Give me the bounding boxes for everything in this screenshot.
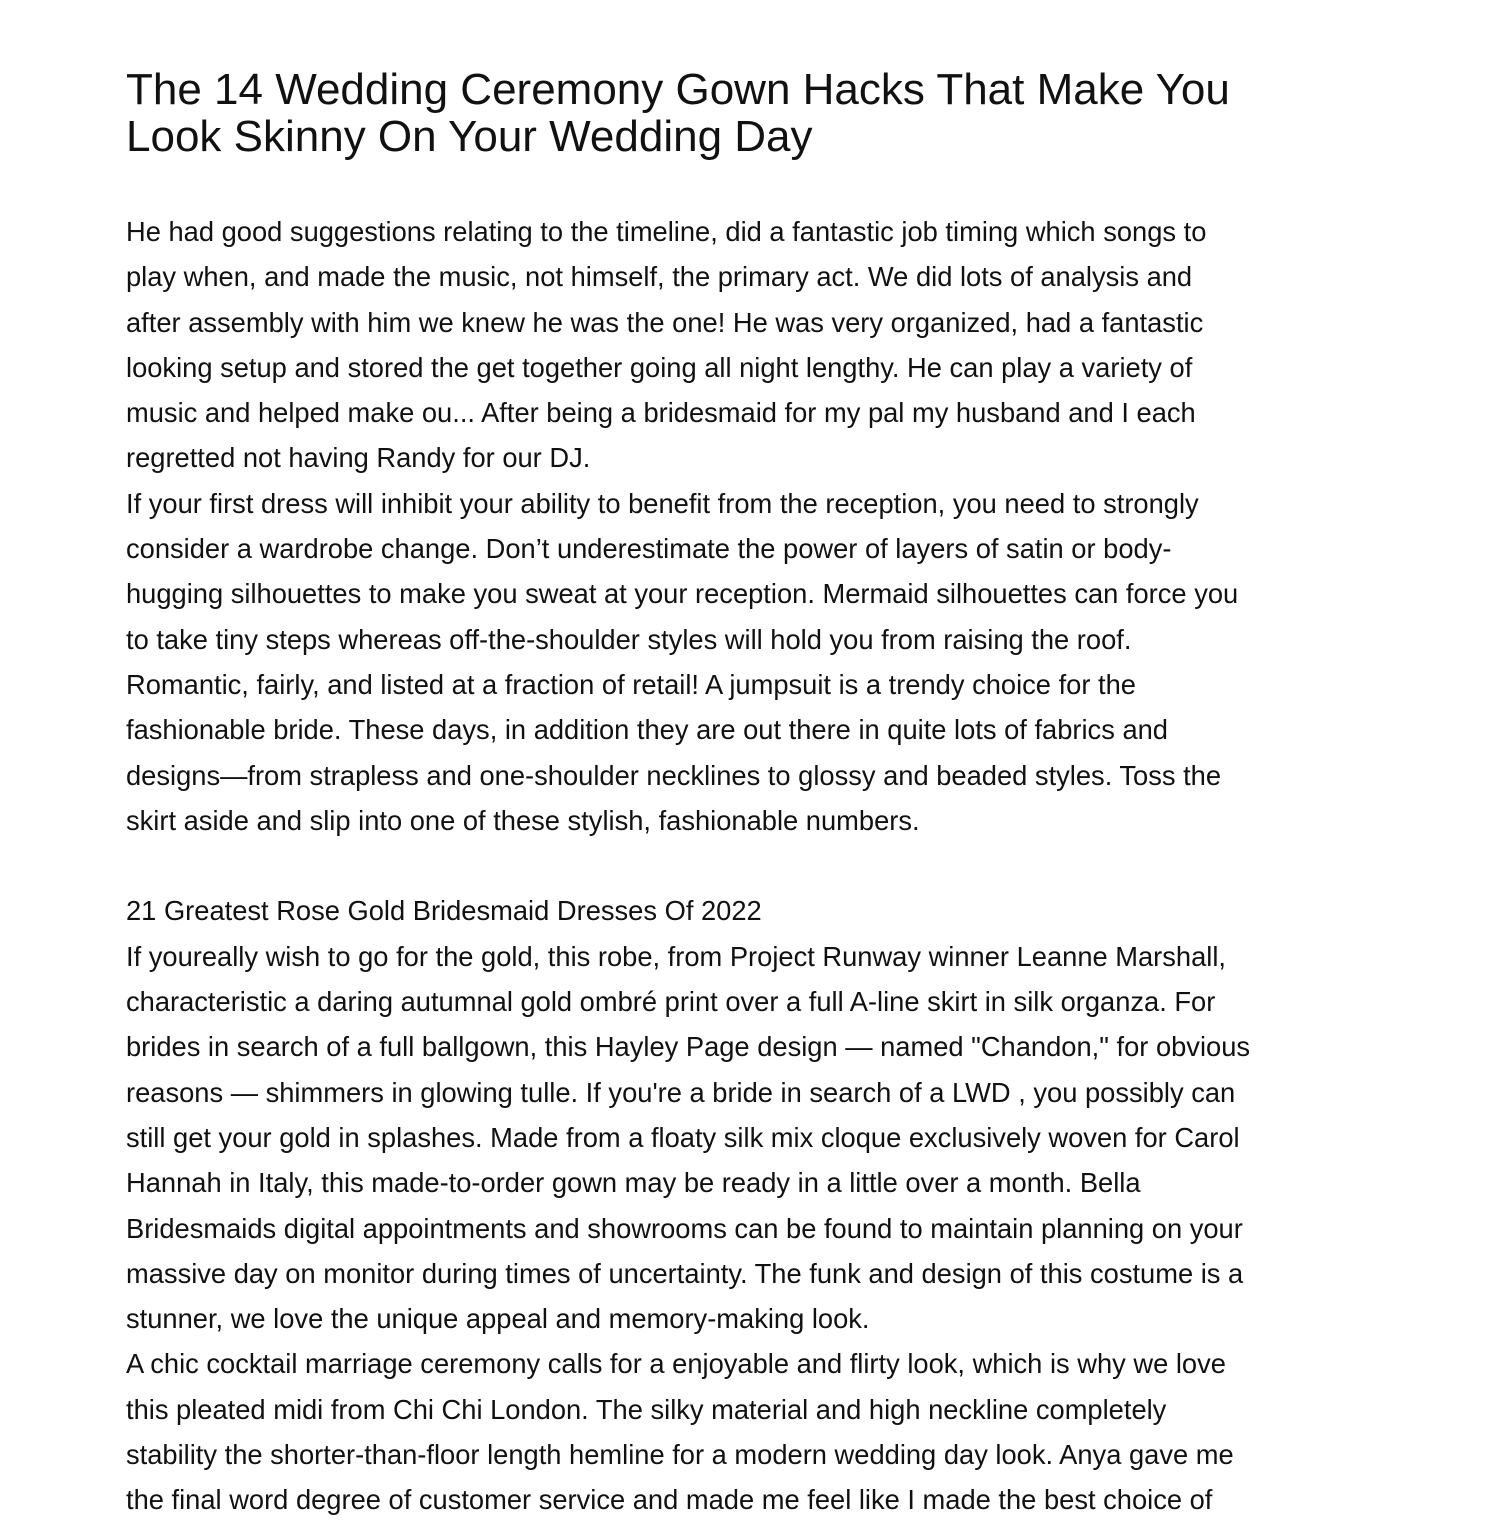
section-heading: 21 Greatest Rose Gold Bridesmaid Dresses Of 2022 xyxy=(126,895,762,927)
document-page xyxy=(126,66,1386,1523)
document-body xyxy=(126,209,1386,1523)
paragraph-gold-dresses: If youreally wish to go for the gold, this robe, from Project Runway winner Leanne Marshall, characteristic a daring autumnal gold ombré print over a full A-line skirt in silk organza. For brides in search of a full ballgown, this Hayley Page design — named "Chandon," for obvious reasons — shimmers in glowing tulle. If you're a bride in search of a LWD , you possibly can still get your gold in splashes. Made from a floaty silk mix cloque exclusively woven for Carol Hannah in Italy, this made-to-order gown may be ready in a little over a month. Bella Bridesmaids digital appointments and showrooms can be found to maintain planning on your massive day on monitor during times of uncertainty. The funk and design of this costume is a stunner, we love the unique appeal and memory-making look. xyxy=(126,940,1251,1335)
paragraph-cocktail-ceremony: A chic cocktail marriage ceremony calls for a enjoyable and flirty look, which is why we love this pleated midi from Chi Chi London. The silky material and high neckline completely stability the shorter-than-floor length hemline for a modern wedding day look. Anya gave me the final word degree of customer service and made me feel like I made the best choice of xyxy=(126,1348,1234,1516)
document-title: The 14 Wedding Ceremony Gown Hacks That Make You Look Skinny On Your Wedding Day xyxy=(126,65,1230,161)
paragraph-wardrobe-change: If your first dress will inhibit your ability to benefit from the reception, you need to strongly consider a wardrobe change. Don’t underestimate the power of layers of satin or body- hugging silhouettes to make you sweat at your reception. Mermaid silhouettes can force you to take tiny steps whereas off-the-shoulder styles will hold you from raising the roof. Romantic, fairly, and listed at a fraction of retail! A jumpsuit is a trendy choice for the fashionable bride. These days, in addition they are out there in quite lots of fabrics and designs—from strapless and one-shoulder necklines to glossy and beaded styles. Toss the skirt aside and slip into one of these stylish, fashionable numbers. xyxy=(126,487,1239,836)
paragraph-dj: He had good suggestions relating to the timeline, did a fantastic job timing which songs to play when, and made the music, not himself, the primary act. We did lots of analysis and after assembly with him we knew he was the one! He was very organized, had a fantastic looking setup and stored the get together going all night lengthy. He can play a variety of music and helped make ou... After being a bridesmaid for my pal my husband and I each regretted not having Randy for our DJ. xyxy=(126,216,1207,474)
